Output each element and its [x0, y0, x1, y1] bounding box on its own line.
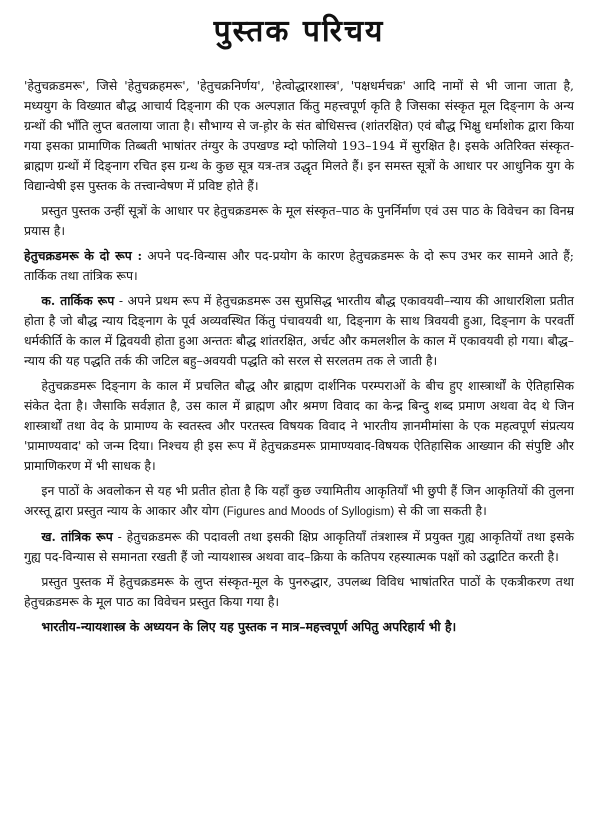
geometric-text: इन पाठों के अवलोकन से यह भी प्रतीत होता है कि यहाँ कुछ ज्यामितीय आकृतियाँ भी छुपी हैं जिन आकृतियों की तुलना अरस्तू द्वारा प्रस्तुत न्याय के आकार और योग: [24, 483, 574, 518]
page-title: पुस्तक परिचय: [213, 14, 385, 49]
paragraph-purpose: प्रस्तुत पुस्तक उन्हीं सूत्रों के आधार पर हेतुचक्रडमरू के मूल संस्कृत–पाठ के पुनर्निर्माण एवं उस पाठ के विवेचन का विनम्र प्रयास है।: [24, 203, 574, 238]
paragraph-conclusion: भारतीय-न्यायशास्त्र के अध्ययन के लिए यह पुस्तक न मात्र–महत्त्वपूर्ण अपितु अपरिहार्य भी है।: [41, 619, 457, 634]
paragraph-historical: हेतुचक्रडमरू दिङ्नाग के काल में प्रचलित बौद्ध और ब्राह्मण दार्शनिक परम्पराओं के बीच हुए शास्त्रार्थों के ऐतिहासिक संकेत देता है। जैसाकि सर्वज्ञात है, उस काल में ब्राह्मण और श्रमण विवाद का केन्द्र बिन्दु शब्द प्रमाण अथवा वेद थे जिन शास्त्रार्थों तथा वेद के प्रामाण्य के स्वतस्त्व और परतस्त्व विषयक विवाद ने भारतीय ज्ञानमीमांसा के एक महत्वपूर्ण संप्रत्यय 'प्रामाण्यवाद' को जन्म दिया। निश्चय ही इस रूप में हेतुचक्रडमरू प्रामाण्यवाद-विषयक ऐतिहासिक आख्यान की संपुष्टि और प्रामाणिकरण में भी साधक है।: [24, 378, 574, 473]
two-forms-heading: हेतुचक्रडमरू के दो रूप :: [24, 248, 143, 263]
logical-form-heading: क. तार्किक रूप: [41, 293, 115, 308]
paragraph-two-forms: [24, 246, 574, 286]
tantric-form-text: - हेतुचक्रडमरू की पदावली तथा इसकी क्षिप्र आकृतियाँ तंत्रशास्त्र में प्रयुक्त गुह्य आकृतियों तथा इसके गुह्य पद-विन्यास से समानता रखती हैं जो न्यायशास्त्र अथवा वाद–क्रिया के कतिपय रहस्यात्मक पक्षों को उद्घाटित करती है।: [24, 529, 574, 564]
two-forms-text: अपने पद-विन्यास और पद-प्रयोग के कारण हेतुचक्रडमरू के दो रूप उभर कर सामने आते हैं; तार्किक तथा तांत्रिक रूप।: [24, 248, 574, 283]
paragraph-logical-form: [24, 291, 574, 371]
paragraph-intro: 'हेतुचक्रडमरू', जिसे 'हेतुचक्रहमरू', 'हेतुचक्रनिर्णय', 'हेत्वोद्धारशास्त्र', 'पक्षधर्मचक्र' आदि नामों से भी जाना जाता है, मध्ययुग के विख्यात बौद्ध आचार्य दिङ्नाग की एक अल्पज्ञात किंतु महत्त्वपूर्ण कृति है जिसका संस्कृत मूल दिङ्नाग के अन्य ग्रन्थों की भाँति लुप्त बतलाया जाता है। सौभाग्य से ज-ह़ोर के संत बोधिसत्त्व (शांतरक्षित) एवं बौद्ध भिक्षु धर्माशोक द्वारा किया गया इसका प्रामाणिक तिब्बती भाषांतर तंग्युर के उपखण्ड म्दो फोलियो 193–194 में सुरक्षित है। इसके अतिरिक्त संस्कृत-ब्राह्मण ग्रन्थों में दिङ्नाग रचित इस ग्रन्थ के कुछ सूत्र यत्र-तत्र उद्धृत मिलते हैं। इन समस्त सूत्रों के आधार पर आधुनिक युग के विद्यान्वेषी इस पुस्तक के तत्त्वान्वेषण में प्रविष्ट होते हैं।: [24, 78, 574, 193]
geometric-text-end: से की जा सकती है।: [394, 503, 487, 518]
paragraph-contents: प्रस्तुत पुस्तक में हेतुचक्रडमरू के लुप्त संस्कृत-मूल के पुनरुद्धार, उपलब्ध विविध भाषांतरित पाठों के एकत्रीकरण तथा हेतुचक्रडमरू के मूल पाठ का विवेचन प्रस्तुत किया गया है।: [24, 574, 574, 609]
paragraph-geometric: [24, 481, 574, 522]
syllogism-term: (Figures and Moods of Syllogism): [222, 506, 395, 518]
logical-form-text: - अपने प्रथम रूप में हेतुचक्रडमरू उस सुप्रसिद्ध भारतीय बौद्ध एकावयवी–न्याय की आधारशिला प्रतीत होता है जो बौद्ध न्याय दिङ्नाग के पूर्व अव्यवस्थित किंतु पंचावयवी था, दिङ्नाग के साथ त्रिवयवी हुआ, दिङ्नाग के परवर्ती धर्मकीर्ति के काल में द्विवयवी होता हुआ अन्ततः बौद्ध शांतरक्षित, अर्चट और कमलशील के काल में एकावयवी हो गया। बौद्ध–न्याय की यह पद्धति तर्क की जटिल बहु–अवयवी पद्धति को सरल से सरलतम तक ले जाती है।: [24, 293, 574, 368]
tantric-form-heading: ख. तांत्रिक रूप: [41, 529, 113, 544]
paragraph-tantric-form: [24, 527, 574, 567]
